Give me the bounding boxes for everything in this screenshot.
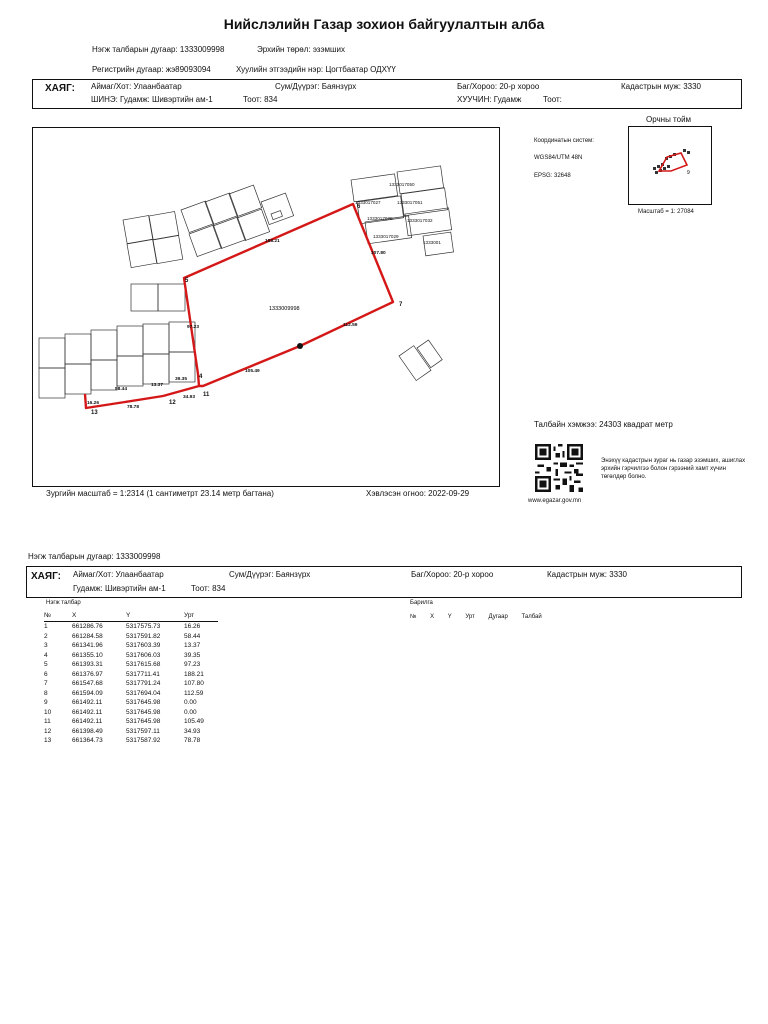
table-row	[44, 689, 218, 699]
table-cell: 0.00	[184, 708, 197, 716]
table-cell: 58.44	[184, 632, 201, 640]
table-row	[44, 698, 218, 708]
col-header: X	[430, 614, 435, 620]
table-cell: 107.80	[184, 680, 204, 687]
table-cell: 661376.97	[72, 670, 103, 678]
table-cell: 0.00	[184, 699, 197, 706]
table-cell: 10	[44, 708, 52, 716]
table-cell: 188.21	[184, 670, 204, 678]
col-header: X	[72, 612, 126, 622]
section2-street: Гудамж: Шивэртийн ам-1	[73, 584, 166, 593]
table-cell: 661492.11	[72, 718, 103, 725]
table-cell: 11	[44, 718, 51, 725]
edge-label: 78.78	[127, 405, 140, 410]
table-cell: 661284.58	[72, 632, 103, 640]
vertex-marker	[297, 343, 303, 349]
address-box	[32, 79, 742, 109]
table-header-row	[44, 612, 218, 622]
cadastral-map	[32, 127, 500, 487]
owner-name: Хуулийн этгээдийн нэр: Цогтбаатар ОДХҮҮ	[236, 65, 396, 74]
parcel-id-label: 1333009998	[269, 306, 300, 312]
table-cell: 5317791.24	[126, 680, 161, 687]
table-row	[44, 660, 218, 670]
section2-cadastral: Кадастрын муж: 3330	[547, 570, 628, 579]
vertex-label: 6	[357, 204, 361, 210]
edge-label: 13.37	[151, 383, 164, 388]
surroundings-map	[628, 126, 712, 205]
building-footprints	[39, 166, 454, 398]
map-scale: Зургийн масштаб = 1:2314 (1 сантиметрт 23.14 метр багтана)	[46, 489, 274, 498]
table-cell: 4	[44, 651, 48, 659]
edge-label: 58.44	[115, 387, 128, 392]
table-cell: 1	[44, 623, 48, 630]
website-link[interactable]: www.egazar.gov.mn	[528, 498, 582, 504]
section2-bag: Баг/Хороо: 20-р хороо	[411, 570, 494, 579]
table-cell: 7	[44, 680, 48, 687]
table-cell: 78.78	[184, 737, 201, 744]
registry-number: Регистрийн дугаар: жэ89093094	[92, 65, 211, 74]
address-cadastral: Кадастрын муж: 3330	[621, 82, 702, 91]
table-cell: 12	[44, 727, 52, 735]
qr-code	[535, 444, 583, 492]
parcel-area: Талбайн хэмжээ: 24303 квадрат метр	[534, 420, 673, 429]
neighbor-label: 1333017032	[407, 218, 433, 223]
table-cell: 9	[44, 699, 48, 706]
table-cell: 5317603.39	[126, 642, 161, 649]
table-row	[44, 632, 218, 642]
coord-system-epsg: EPSG: 32648	[534, 173, 571, 179]
col-header: №	[44, 612, 72, 622]
table-row	[44, 641, 218, 651]
table-cell: 661492.11	[72, 708, 103, 716]
coord-system-label: Координатын систем:	[534, 138, 594, 144]
right-type: Эрхийн төрөл: эзэмших	[257, 45, 345, 54]
table-cell: 34.93	[184, 727, 201, 735]
table-cell: 8	[44, 689, 48, 697]
table-cell: 661594.09	[72, 689, 103, 697]
address-old-street: ХУУЧИН: Гудамж	[457, 95, 522, 104]
vertex-label: 11	[203, 392, 210, 398]
section2-address-label: ХАЯГ:	[31, 571, 61, 582]
table-cell: 97.23	[184, 661, 201, 668]
section2-address-box	[26, 566, 742, 598]
edge-label: 16.26	[87, 401, 100, 406]
edge-label: 105.49	[245, 369, 260, 374]
vertex-label: 5	[185, 278, 189, 284]
table-row	[44, 708, 218, 718]
table-cell: 661393.31	[72, 661, 103, 668]
table-row	[44, 651, 218, 661]
table-cell: 5317597.11	[126, 727, 160, 735]
table-cell: 39.35	[184, 651, 201, 659]
page-title: Нийслэлийн Газар зохион байгуулалтын алба	[223, 16, 545, 32]
table-cell: 5317711.41	[126, 670, 160, 678]
table-cell: 661492.11	[72, 699, 103, 706]
address-label: ХАЯГ:	[45, 83, 75, 94]
neighbor-label: 1333017051	[397, 200, 423, 205]
table-cell: 661286.76	[72, 623, 103, 630]
address-old-door: Тоот:	[543, 95, 562, 104]
col-header: Талбай	[521, 614, 542, 620]
table-cell: 5	[44, 661, 48, 668]
table-cell: 13	[44, 737, 52, 744]
address-bag: Баг/Хороо: 20-р хороо	[457, 82, 540, 91]
col-header: Урт	[465, 614, 475, 620]
qr-note: Энэхүү кадастрын зураг нь газар эзэмших, ашиглах эрхийн гэрчилгээ болон гэрээний хамт хүчин төгөлдөр болно.	[601, 458, 746, 480]
col-header: Дугаар	[488, 614, 508, 620]
edge-label: 34.93	[183, 395, 196, 400]
surroundings-title: Орчны тойм	[646, 115, 692, 124]
address-sum: Сум/Дүүрэг: Баянзүрх	[275, 82, 357, 91]
neighbor-label: 1333017029	[373, 234, 399, 239]
table-cell: 5317606.03	[126, 651, 161, 659]
parcel-coordinate-table	[44, 612, 218, 746]
vertex-label: 12	[169, 400, 176, 406]
table-row	[44, 670, 218, 680]
table-cell: 6	[44, 670, 48, 678]
table-cell: 105.49	[184, 718, 204, 725]
table-cell: 5317587.92	[126, 737, 161, 744]
table-cell: 2	[44, 632, 48, 640]
surroundings-drawing	[629, 127, 711, 204]
edge-label: 188.21	[265, 239, 280, 244]
table-cell: 112.59	[184, 689, 204, 697]
table-cell: 661398.49	[72, 727, 103, 735]
table-cell: 5317645.98	[126, 708, 161, 716]
unit-number: Нэгж талбарын дугаар: 1333009998	[92, 45, 225, 54]
parcel-table-title: Нэгж талбар	[46, 600, 81, 606]
table-row	[44, 727, 218, 737]
table-row	[44, 736, 218, 746]
table-cell: 5317615.68	[126, 661, 161, 668]
table-row	[44, 679, 218, 689]
map-drawing	[33, 128, 499, 486]
table-cell: 661355.10	[72, 651, 103, 659]
section2-sum: Сум/Дүүрэг: Баянзүрх	[229, 570, 311, 579]
surroundings-scale: Масштаб = 1: 27084	[638, 209, 694, 215]
print-date: Хэвлэсэн огноо: 2022-09-29	[366, 489, 470, 498]
section2-unit-number: Нэгж талбарын дугаар: 1333009998	[28, 552, 161, 561]
building-table-title: Барилга	[410, 600, 433, 606]
table-cell: 661341.96	[72, 642, 103, 649]
surroundings-marker: 9	[687, 170, 690, 176]
edge-label: 107.80	[371, 251, 386, 256]
vertex-label: 7	[399, 302, 403, 308]
table-cell: 13.37	[184, 642, 201, 649]
section2-door: Тоот: 834	[191, 584, 226, 593]
edge-label: 97.23	[187, 325, 200, 330]
table-cell: 5317694.04	[126, 689, 161, 697]
neighbor-label: 1333001	[423, 240, 441, 245]
vertex-label: 13	[91, 410, 98, 416]
table-row	[44, 717, 218, 727]
coord-system-wgs: WGS84/UTM 48N	[534, 155, 583, 161]
col-header: Y	[447, 614, 452, 620]
col-header: Урт	[184, 612, 218, 622]
col-header: Y	[126, 612, 184, 622]
table-cell: 5317591.82	[126, 632, 161, 640]
address-street: ШИНЭ: Гудамж: Шивэртийн ам-1	[91, 95, 213, 104]
table-cell: 661364.73	[72, 737, 103, 744]
building-table-header	[410, 614, 554, 620]
address-door: Тоот: 834	[243, 95, 278, 104]
neighbor-label: 1333017027	[355, 200, 381, 205]
vertex-label: 4	[199, 374, 203, 380]
table-cell: 5317645.98	[126, 718, 161, 725]
edge-label: 39.35	[175, 377, 188, 382]
table-cell: 16.26	[184, 623, 201, 630]
section2-aimag: Аймаг/Хот: Улаанбаатар	[73, 570, 164, 579]
table-cell: 661547.68	[72, 680, 103, 687]
col-header: №	[410, 614, 417, 620]
neighbor-label: 1333017028	[367, 216, 393, 221]
table-cell: 3	[44, 642, 48, 649]
neighbor-label: 1333017050	[389, 182, 415, 187]
address-aimag: Аймаг/Хот: Улаанбаатар	[91, 82, 182, 91]
table-row	[44, 622, 218, 632]
edge-label: 112.59	[343, 323, 358, 328]
table-cell: 5317645.98	[126, 699, 161, 706]
table-cell: 5317575.73	[126, 623, 161, 630]
